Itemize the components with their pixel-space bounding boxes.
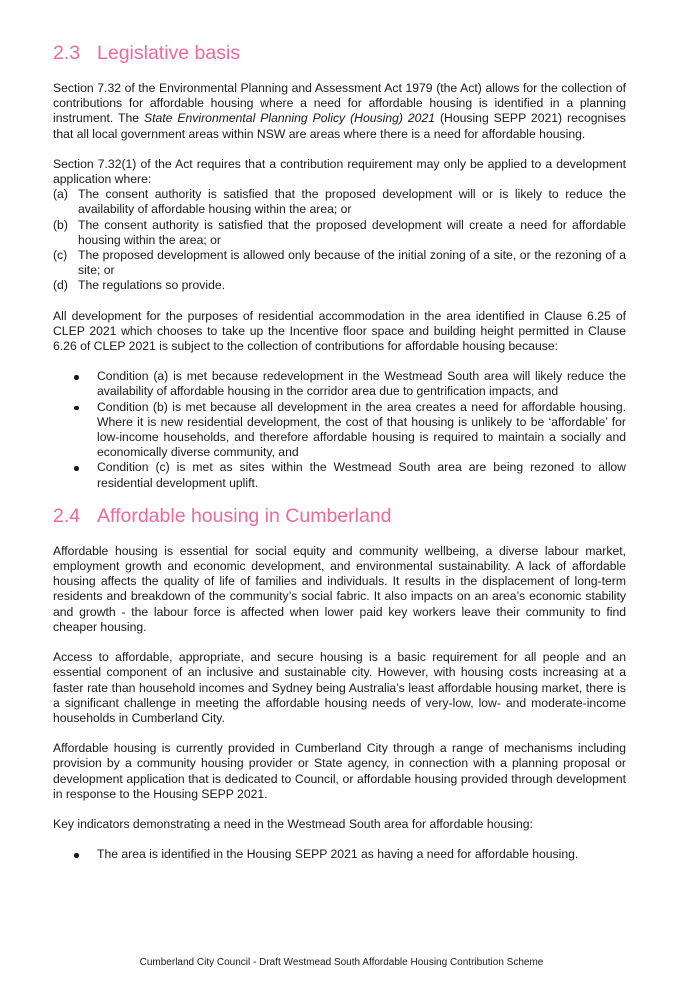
list-item: The area is identified in the Housing SEPP 2021 as having a need for affordable housing. bbox=[53, 847, 626, 862]
section-number: 2.4 bbox=[53, 504, 81, 527]
paragraph: Section 7.32(1) of the Act requires that a contribution requirement may only be applied to a development application where: bbox=[53, 156, 626, 187]
list-item: (d) The regulations so provide. bbox=[53, 278, 226, 293]
paragraph: All development for the purposes of residential accommodation in the area identified in Clause 6.25 of CLEP 2021 which chooses to take up the Incentive floor space and building height permitted in Clause 6.26 of CLEP 2021 is subject to the collection of contributions for affordable housing because: bbox=[53, 308, 626, 354]
section-heading-2-4 bbox=[53, 503, 626, 529]
list-item: Condition (a) is met because redevelopment in the Westmead South area will likely reduce the availability of affordable housing in the corridor area due to gentrification impacts, and bbox=[53, 369, 626, 399]
section-heading-2-3 bbox=[53, 40, 626, 66]
list-item: (a) The consent authority is satisfied that the proposed development will or is likely to reduce the availability of affordable housing within the area; or bbox=[53, 187, 626, 217]
bullet-list bbox=[53, 847, 626, 862]
list-item: (b) The consent authority is satisfied that the proposed development will create a need for affordable housing within the area; or bbox=[53, 217, 626, 247]
list-item: Condition (b) is met because all development in the area creates a need for affordable housing. Where it is new residential development, the cost of that housing is unlikely to be ‘affordable’ for low-income households, and therefore affordable housing is required to maintain a socially and economically diverse community, and bbox=[53, 400, 626, 461]
bullet-icon bbox=[74, 466, 79, 471]
page-footer: Cumberland City Council - Draft Westmead South Affordable Housing Contribution Scheme bbox=[139, 957, 544, 968]
paragraph: Affordable housing is currently provided in Cumberland City through a range of mechanisms including provision by a community housing provider or State agency, in connection with a planning proposal or development application that is dedicated to Council, or affordable housing provided through development in response to the Housing SEPP 2021. bbox=[53, 741, 626, 801]
paragraph: Access to affordable, appropriate, and secure housing is a basic requirement for all people and an essential component of an inclusive and sustainable city. However, with housing costs increasing at a faster rate than household incomes and Sydney being Australia’s least affordable housing market, there is a significant challenge in meeting the affordable housing needs of very-low, low- and moderate-income households in Cumberland City. bbox=[53, 650, 626, 725]
paragraph: Key indicators demonstrating a need in the Westmead South area for affordable housing: bbox=[53, 816, 533, 831]
paragraph: Affordable housing is essential for social equity and community wellbeing, a diverse labour market, employment growth and economic development, and environmental sustainability. A lack of affordable housing affects the quality of life of families and individuals. It results in the displacement of long-term residents and breakdown of the community’s social fabric. It also impacts on an area’s economic stability and growth - the labour force is affected when lower paid key workers leave their community to find cheaper housing. bbox=[53, 543, 626, 634]
bullet-icon bbox=[74, 853, 79, 858]
list-item: (c) The proposed development is allowed only because of the initial zoning of a site, or the rezoning of a site; or bbox=[53, 248, 626, 278]
bullet-list bbox=[53, 369, 626, 491]
bullet-icon bbox=[74, 375, 79, 380]
section-number: 2.3 bbox=[53, 42, 81, 64]
italic-title: State Environmental Planning Policy (Housing) 2021 bbox=[143, 111, 435, 126]
paragraph: Section 7.32 of the Environmental Planning and Assessment Act 1979 (the Act) allows for the collection of contributions for affordable housing where a need for affordable housing is identified in a planning instrument. The State Environmental Planning Policy (Housing) 2021 (Housing SEPP 2021) recognises that all local government areas within NSW are areas where there is a need for affordable housing. bbox=[53, 81, 626, 141]
bullet-icon bbox=[74, 406, 79, 411]
section-title: Legislative basis bbox=[97, 42, 241, 64]
page-content bbox=[53, 40, 626, 862]
conditions-list bbox=[53, 187, 626, 293]
list-item: Condition (c) is met as sites within the Westmead South area are being rezoned to allow residential development uplift. bbox=[53, 460, 626, 490]
section-title: Affordable housing in Cumberland bbox=[97, 504, 392, 527]
